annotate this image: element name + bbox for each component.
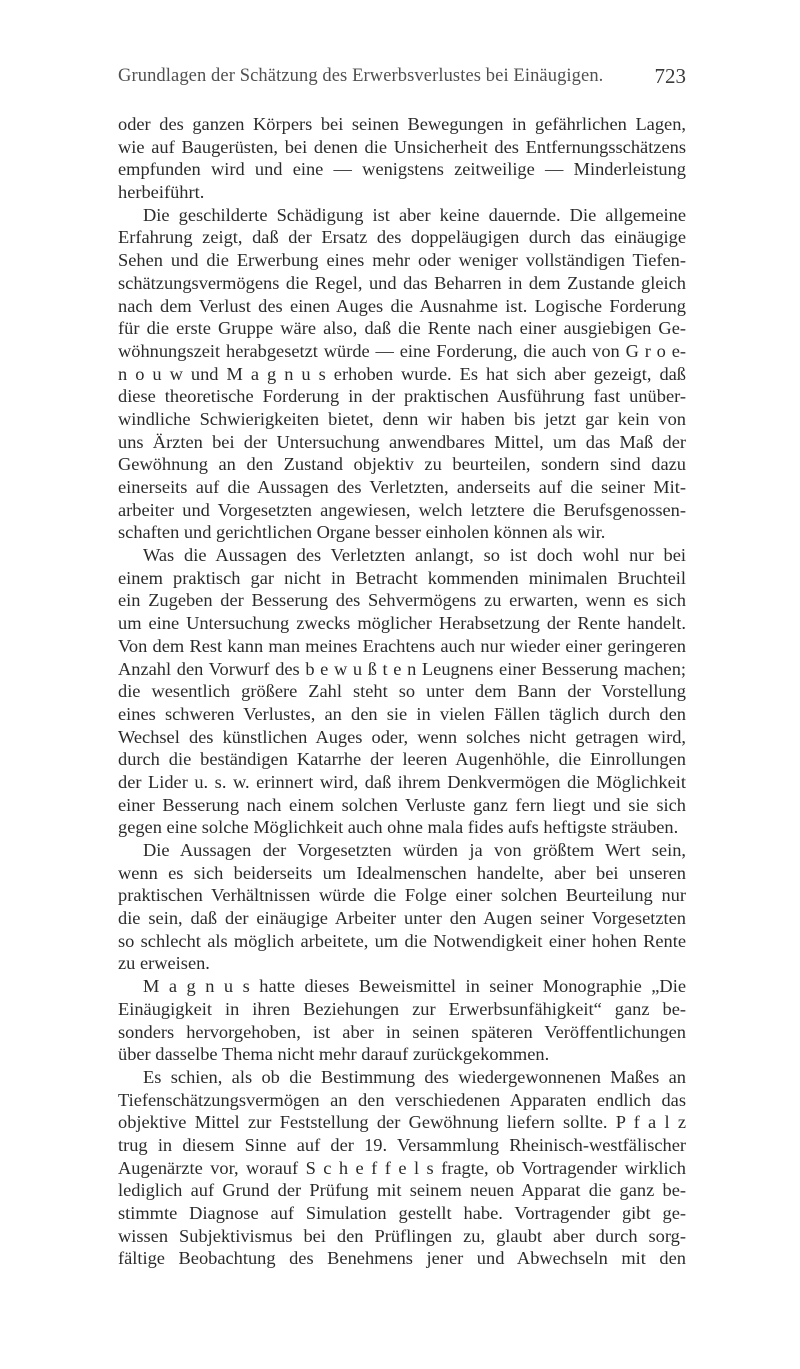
text-line: die sein, daß der einäugige Arbeiter unter den Augen seiner Vorgesetzten: [118, 908, 686, 929]
text-line: einem praktisch gar nicht in Betracht kommenden minimalen Bruchteil: [118, 567, 686, 588]
page-number: 723: [654, 64, 686, 88]
text-line: durch die beständigen Katarrhe der leeren Augenhöhle, die Einrollungen: [118, 749, 686, 770]
text-line: Augenärzte vor, worauf S c h e f f e l s fragte, ob Vortragender wirklich: [118, 1157, 686, 1178]
text-line: der Lider u. s. w. erinnert wird, daß ihrem Denkvermögen die Möglichkeit: [118, 771, 686, 792]
text-line: schätzungsvermögens die Regel, und das Beharren in dem Zustande gleich: [118, 272, 686, 293]
text-line: Sehen und die Erwerbung eines mehr oder weniger vollständigen Tiefen-: [118, 250, 686, 271]
text-line: über dasselbe Thema nicht mehr darauf zurückgekommen.: [118, 1044, 550, 1065]
text-line: Die geschilderte Schädigung ist aber keine dauernde. Die allgemeine: [143, 204, 686, 225]
text-line: oder des ganzen Körpers bei seinen Bewegungen in gefährlichen Lagen,: [118, 114, 686, 134]
text-line: arbeiter und Vorgesetzten angewiesen, welch letztere die Berufsgenossen-: [118, 499, 686, 520]
text-line: lediglich auf Grund der Prüfung mit seinem neuen Apparat die ganz be-: [118, 1180, 686, 1201]
text-line: ein Zugeben der Besserung des Sehvermögens zu erwarten, wenn es sich: [118, 590, 686, 611]
text-line: diese theoretische Forderung in der praktischen Ausführung fast unüber-: [118, 386, 686, 407]
text-line: M a g n u s hatte dieses Beweismittel in seiner Monographie „Die: [143, 976, 686, 997]
text-line: herbeiführt.: [118, 182, 205, 203]
text-line: um eine Untersuchung zwecks möglicher Herabsetzung der Rente handelt.: [118, 613, 686, 634]
text-line: Einäugigkeit in ihren Beziehungen zur Erwerbsunfähigkeit“ ganz be-: [118, 998, 686, 1019]
text-line: Es schien, als ob die Bestimmung des wiedergewonnenen Maßes an: [143, 1066, 686, 1087]
text-line: wie auf Baugerüsten, bei denen die Unsicherheit des Entfernungsschätzens: [118, 136, 686, 157]
text-line: die wesentlich größere Zahl steht so unter dem Bann der Vorstellung: [118, 681, 686, 702]
text-line: windliche Schwierigkeiten bietet, denn wir haben bis jetzt gar kein von: [118, 408, 686, 429]
text-line: so schlecht als möglich arbeitete, um die Notwendigkeit einer hohen Rente: [118, 930, 686, 951]
text-line: uns Ärzten bei der Untersuchung anwendbares Mittel, um das Maß der: [118, 431, 686, 452]
text-line: für die erste Gruppe wäre also, daß die Rente nach einer ausgiebigen Ge-: [118, 318, 686, 339]
text-line: praktischen Verhältnissen würde die Folge einer solchen Beurteilung nur: [118, 885, 686, 906]
text-line: zu erweisen.: [118, 953, 210, 974]
text-line: Gewöhnung an den Zustand objektiv zu beurteilen, sondern sind dazu: [118, 454, 686, 475]
text-line: Die Aussagen der Vorgesetzten würden ja von größtem Wert sein,: [143, 840, 686, 860]
text-line: wöhnungszeit herabgesetzt würde — eine Forderung, die auch von G r o e-: [118, 340, 686, 361]
text-line: objektive Mittel zur Feststellung der Gewöhnung liefern sollte. P f a l z: [118, 1112, 686, 1133]
text-line: schaften und gerichtlichen Organe besser einholen können als wir.: [118, 522, 606, 543]
text-line: Erfahrung zeigt, daß der Ersatz des doppeläugigen durch das einäugige: [118, 227, 686, 248]
text-line: Anzahl den Vorwurf des b e w u ß t e n Leugnens einer Besserung machen;: [118, 658, 686, 679]
text-line: wissen Subjektivismus bei den Prüflingen zu, glaubt aber durch sorg-: [118, 1225, 686, 1246]
running-head: Grundlagen der Schätzung des Erwerbsverlustes bei Einäugigen.: [118, 66, 604, 86]
text-line: einerseits auf die Aussagen des Verletzten, anderseits auf die seiner Mit-: [118, 477, 686, 497]
text-line: eines schweren Verlustes, an den sie in vielen Fällen täglich durch den: [118, 703, 686, 724]
text-line: Von dem Rest kann man meines Erachtens auch nur wieder einer geringeren: [118, 635, 686, 656]
text-line: wenn es sich beiderseits um Idealmenschen handelte, aber bei unseren: [118, 862, 686, 883]
text-line: n o u w und M a g n u s erhoben wurde. Es hat sich aber gezeigt, daß: [118, 363, 686, 384]
text-line: trug in diesem Sinne auf der 19. Versammlung Rheinisch-westfälischer: [118, 1134, 686, 1155]
text-line: Tiefenschätzungsvermögen an den verschiedenen Apparaten endlich das: [118, 1089, 686, 1110]
text-line: gegen eine solche Möglichkeit auch ohne mala fides aufs heftigste sträuben.: [118, 817, 679, 838]
text-line: Wechsel des künstlichen Auges oder, wenn solches nicht getragen wird,: [118, 726, 686, 747]
text-line: nach dem Verlust des einen Auges die Ausnahme ist. Logische Forderung: [118, 295, 686, 316]
text-line: empfunden wird und eine — wenigstens zeitweilige — Minderleistung: [118, 159, 686, 180]
text-line: fältige Beobachtung des Benehmens jener und Abwechseln mit den: [118, 1248, 686, 1269]
text-line: einer Besserung nach einem solchen Verluste ganz fern liegt und sie sich: [118, 794, 686, 815]
text-line: sonders hervorgehoben, ist aber in seinen späteren Veröffentlichungen: [118, 1021, 686, 1042]
page-header: [118, 66, 686, 94]
text-line: Was die Aussagen des Verletzten anlangt, so ist doch wohl nur bei: [143, 545, 686, 566]
text-line: stimmte Diagnose auf Simulation gestellt habe. Vortragender gibt ge-: [118, 1203, 686, 1223]
body-text: [118, 113, 686, 1270]
